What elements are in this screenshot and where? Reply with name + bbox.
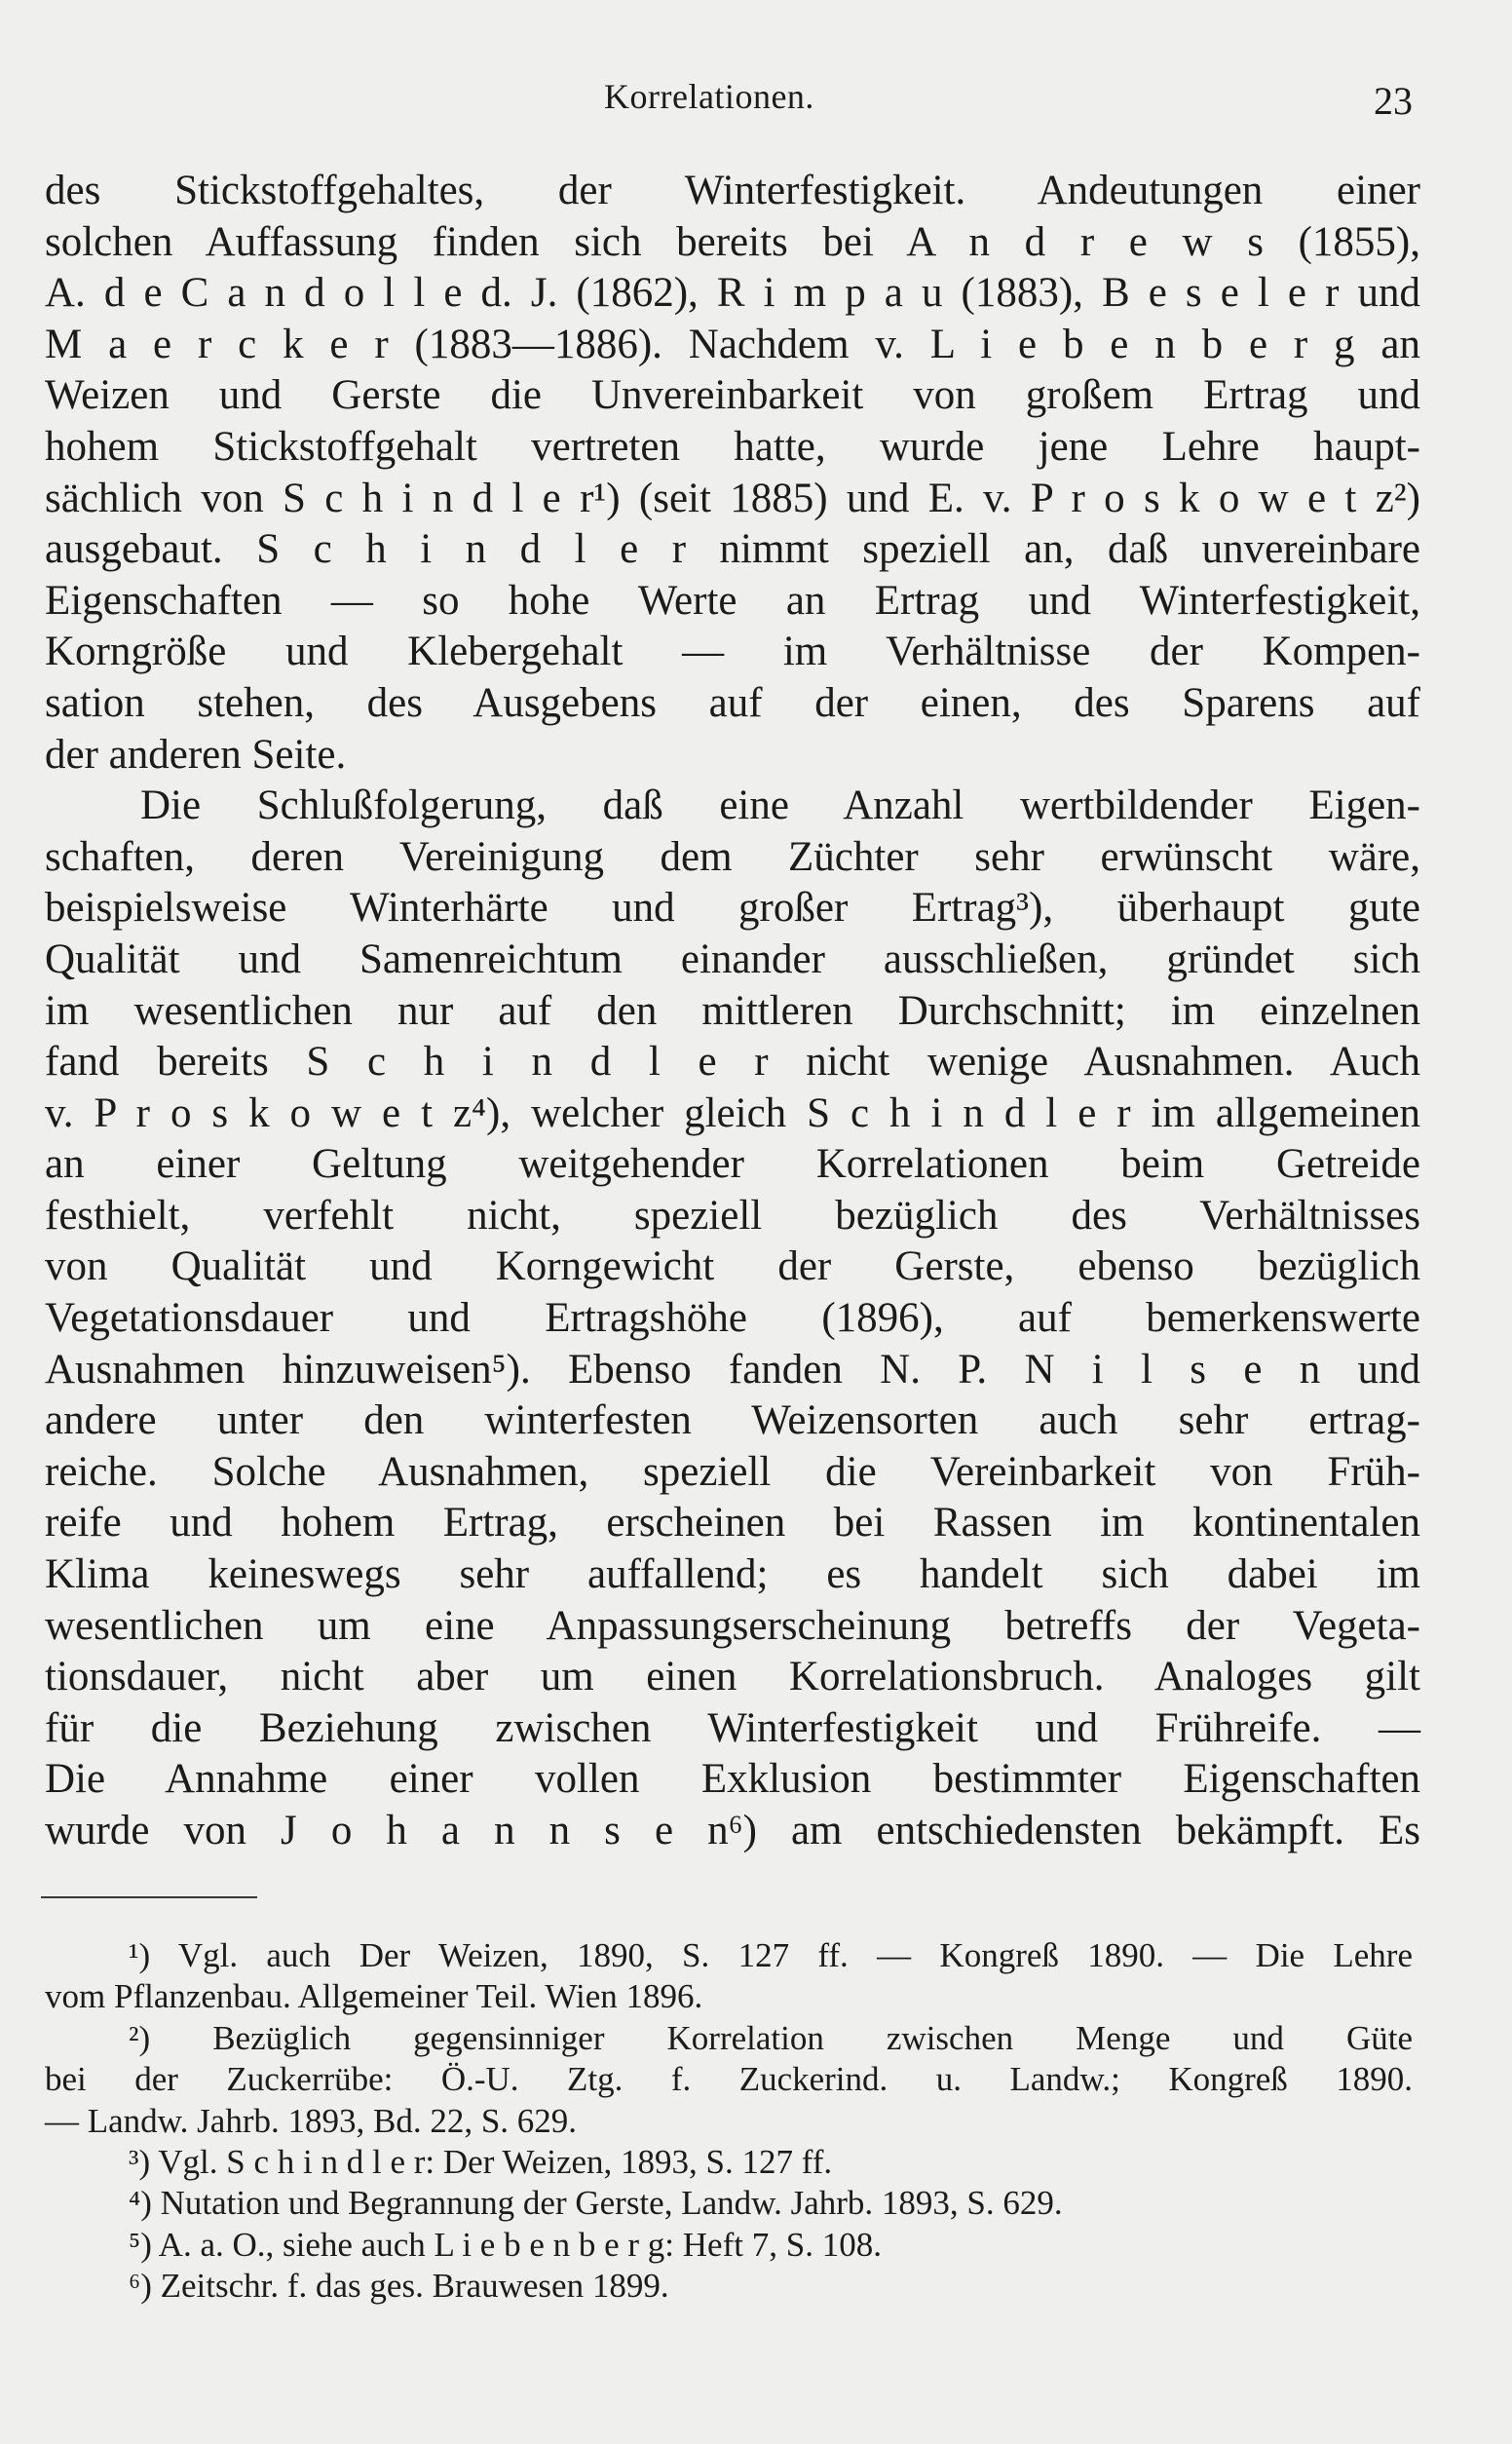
text-line: der anderen Seite. bbox=[45, 731, 347, 778]
text-line: Vegetationsdauer und Ertragshöhe (1896), auf bemerkenswerte bbox=[45, 1295, 1420, 1342]
text-line: A. d e C a n d o l l e d. J. (1862), R i m p a u (1883), B e s e l e r und bbox=[45, 270, 1420, 317]
text-line: hohem Stickstoffgehalt vertreten hatte, wurde jene Lehre haupt- bbox=[45, 423, 1420, 470]
text-line: Klima keineswegs sehr auffallend; es handelt sich dabei im bbox=[45, 1551, 1420, 1598]
text-line: sation stehen, des Ausgebens auf der einen, des Sparens auf bbox=[45, 679, 1420, 726]
text-line: beispielsweise Winterhärte und großer Ertrag³), überhaupt gute bbox=[45, 885, 1420, 932]
text-line: Ausnahmen hinzuweisen⁵). Ebenso fanden N. P. N i l s e n und bbox=[45, 1346, 1420, 1393]
text-line: im wesentlichen nur auf den mittleren Durchschnitt; im einzelnen bbox=[45, 987, 1420, 1034]
footnotes bbox=[45, 1935, 1413, 2308]
text-line: Die Annahme einer vollen Exklusion bestimmter Eigenschaften bbox=[45, 1756, 1420, 1803]
text-line: festhielt, verfehlt nicht, speziell bezüglich des Verhältnisses bbox=[45, 1192, 1420, 1239]
footnote-line: bei der Zuckerrübe: Ö.-U. Ztg. f. Zuckerind. u. Landw.; Kongreß 1890. bbox=[45, 2060, 1413, 2099]
text-line: solchen Auffassung finden sich bereits bei A n d r e w s (1855), bbox=[45, 218, 1420, 265]
footnote-line: ¹) Vgl. auch Der Weizen, 1890, S. 127 ff. — Kongreß 1890. — Die Lehre bbox=[129, 1936, 1413, 1974]
page-header bbox=[0, 76, 1512, 125]
text-line: v. P r o s k o w e t z⁴), welcher gleich S c h i n d l e r im allgemeinen bbox=[45, 1089, 1420, 1136]
footnote-line: ³) Vgl. S c h i n d l e r: Der Weizen, 1893, S. 127 ff. bbox=[129, 2142, 833, 2181]
footnote-line: ⁵) A. a. O., siehe auch L i e b e n b e r g: Heft 7, S. 108. bbox=[129, 2225, 882, 2264]
text-line: Die Schlußfolgerung, daß eine Anzahl wertbildender Eigen- bbox=[140, 783, 1420, 829]
text-line: von Qualität und Korngewicht der Gerste, ebenso bezüglich bbox=[45, 1243, 1420, 1290]
text-line: wurde von J o h a n n s e n⁶) am entschiedensten bekämpft. Es bbox=[45, 1808, 1420, 1853]
page-number: 23 bbox=[1374, 79, 1413, 123]
body-text bbox=[45, 166, 1420, 1857]
footnote-line: vom Pflanzenbau. Allgemeiner Teil. Wien 1896. bbox=[45, 1977, 703, 2016]
text-line: sächlich von S c h i n d l e r¹) (seit 1885) und E. v. P r o s k o w e t z²) bbox=[45, 475, 1420, 521]
running-title: Korrelationen. bbox=[604, 77, 814, 116]
text-line: Korngröße und Klebergehalt — im Verhältnisse der Kompen- bbox=[45, 629, 1420, 675]
footnote-line: — Landw. Jahrb. 1893, Bd. 22, S. 629. bbox=[45, 2101, 578, 2140]
text-line: wesentlichen um eine Anpassungserscheinung betreffs der Vegeta- bbox=[45, 1602, 1420, 1649]
text-line: Qualität und Samenreichtum einander ausschließen, gründet sich bbox=[45, 936, 1420, 982]
text-line: tionsdauer, nicht aber um einen Korrelationsbruch. Analoges gilt bbox=[45, 1654, 1420, 1700]
text-line: M a e r c k e r (1883—1886). Nachdem v. L i e b e n b e r g an bbox=[45, 321, 1420, 367]
footnote-line: ²) Bezüglich gegensinniger Korrelation zwischen Menge und Güte bbox=[129, 2018, 1413, 2057]
text-line: reife und hohem Ertrag, erscheinen bei Rassen im kontinentalen bbox=[45, 1500, 1420, 1547]
footnote-line: ⁴) Nutation und Begrannung der Gerste, Landw. Jahrb. 1893, S. 629. bbox=[129, 2184, 1063, 2223]
footnote-line: ⁶) Zeitschr. f. das ges. Brauwesen 1899. bbox=[129, 2267, 669, 2306]
text-line: an einer Geltung weitgehender Korrelationen beim Getreide bbox=[45, 1141, 1420, 1188]
text-line: schaften, deren Vereinigung dem Züchter sehr erwünscht wäre, bbox=[45, 833, 1420, 880]
text-line: reiche. Solche Ausnahmen, speziell die Vereinbarkeit von Früh- bbox=[45, 1448, 1420, 1495]
text-line: Weizen und Gerste die Unvereinbarkeit von großem Ertrag und bbox=[45, 372, 1420, 419]
footnote-divider bbox=[41, 1896, 257, 1898]
text-line: für die Beziehung zwischen Winterfestigkeit und Frühreife. — bbox=[45, 1704, 1420, 1751]
text-line: andere unter den winterfesten Weizensorten auch sehr ertrag- bbox=[45, 1397, 1420, 1444]
text-line: fand bereits S c h i n d l e r nicht wenige Ausnahmen. Auch bbox=[45, 1039, 1420, 1086]
text-line: ausgebaut. S c h i n d l e r nimmt speziell an, daß unvereinbare bbox=[45, 526, 1420, 573]
text-line: Eigenschaften — so hohe Werte an Ertrag und Winterfestigkeit, bbox=[45, 577, 1420, 624]
text-line: des Stickstoffgehaltes, der Winterfestigkeit. Andeutungen einer bbox=[45, 168, 1420, 213]
